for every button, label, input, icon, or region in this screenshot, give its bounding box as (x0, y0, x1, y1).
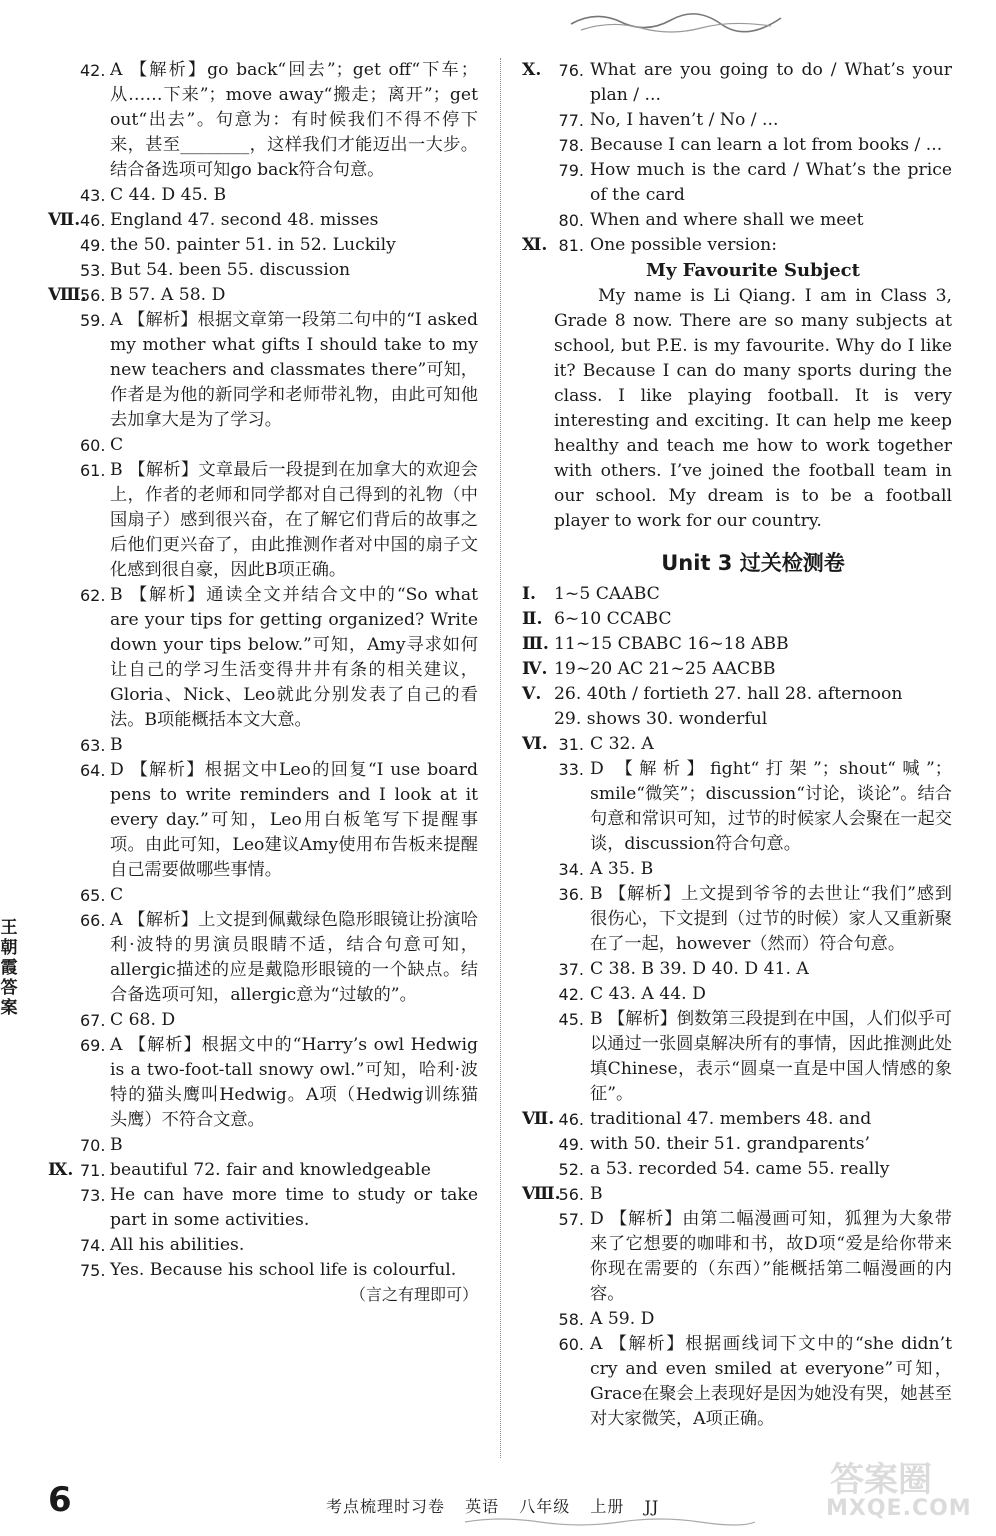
watermark-logo: 答案圈 (830, 1460, 932, 1500)
question-number: 80. (558, 211, 584, 230)
answer-text: C 44. D 45. B (110, 185, 227, 205)
answer-item (522, 957, 952, 982)
answer-item (48, 758, 478, 883)
answer-text: C (110, 435, 124, 455)
answer-item (522, 1007, 952, 1107)
section-numeral: Ⅹ. (522, 60, 542, 80)
answer-text: 29. shows 30. wonderful (554, 709, 768, 729)
section-numeral: Ⅶ. (522, 1109, 555, 1129)
answer-item (522, 208, 952, 233)
answer-item (522, 757, 952, 857)
answer-text: A 【解析】根据文章第一段第二句中的“I asked my mother what gifts I should take to my new teachers and classmates there”可知，作者是为他的新同学和老师带礼物，由此可知他去加拿大是为了学习。 (110, 310, 478, 430)
answer-text: A 【解析】根据画线词下文中的“she didn’t cry and even smiled at everyone”可知，Grace在聚会上表现好是因为她没有哭，她甚至对大家微笑，A项正确。 (590, 1334, 952, 1429)
section-numeral: Ⅳ. (522, 659, 548, 679)
answer-text: D 【解析】根据文中Leo的回复“I use board pens to write reminders and I look at it every day.”可知，Leo用白板笔写下提醒事项。由此可知，Leo建议Amy使用布告板来提醒自己需要做哪些事情。 (110, 760, 478, 880)
answer-text: 1~5 CAABC (554, 584, 660, 604)
question-number: 76. (558, 61, 584, 80)
section-numeral: Ⅶ. (48, 210, 81, 230)
question-number: 70. (80, 1136, 106, 1155)
question-number: 79. (558, 161, 584, 180)
answer-item (522, 108, 952, 133)
question-number: 66. (80, 911, 106, 930)
answer-item (48, 1033, 478, 1133)
answer-item (522, 1157, 952, 1182)
answer-text: But 54. been 55. discussion (110, 260, 351, 280)
answer-item (48, 308, 478, 433)
answer-item (48, 883, 478, 908)
answer-item (522, 1182, 952, 1207)
answer-item (522, 657, 952, 682)
answer-item (48, 1008, 478, 1033)
answer-text: A 【解析】go back“回去”；get off“下车；从……下来”；move away“搬走；离开”；get out“出去”。句意为：有时候我们不得不停下来，甚至________，这样我们才能迈出一大步。结合备选项可知go back符合句意。 (110, 60, 478, 180)
answer-item (48, 233, 478, 258)
answer-text: How much is the card / What’s the price of the card (590, 160, 952, 205)
question-number: 42. (80, 61, 106, 80)
answer-item (522, 857, 952, 882)
section-numeral: Ⅱ. (522, 609, 543, 629)
answer-text: C 43. A 44. D (590, 984, 706, 1004)
answer-text: A 【解析】上文提到佩戴绿色隐形眼镜让扮演哈利·波特的男演员眼睛不适，结合句意可知，allergic描述的应是戴隐形眼镜的一个缺点。结合备选项可知，allergic意为“过敏的”。 (110, 910, 478, 1005)
answer-text: 11~15 CBABC 16~18 ABB (554, 634, 789, 654)
question-number: 31. (558, 735, 584, 754)
answer-item (522, 158, 952, 208)
question-number: 42. (558, 985, 584, 1004)
answer-item (48, 258, 478, 283)
footer-subject: 英语 (465, 1497, 500, 1516)
answer-item (522, 682, 952, 707)
answer-item (522, 707, 952, 732)
section-numeral: Ⅲ. (522, 634, 549, 654)
question-number: 77. (558, 111, 584, 130)
answer-text: No, I haven’t / No / ... (590, 110, 779, 130)
question-number: 33. (558, 760, 584, 779)
question-number: 59. (80, 311, 106, 330)
answer-item (522, 58, 952, 108)
answer-item (522, 1107, 952, 1132)
question-number: 57. (558, 1210, 584, 1229)
answer-text: B 【解析】上文提到爷爷的去世让“我们”感到很伤心，下文提到（过节的时候）家人又重新聚在了一起，however（然而）符合句意。 (590, 884, 952, 954)
question-number: 60. (80, 436, 106, 455)
page-number: 6 (48, 1480, 72, 1520)
bottom-decoration (460, 1514, 760, 1530)
question-number: 61. (80, 461, 106, 480)
answer-text: a 53. recorded 54. came 55. really (590, 1159, 890, 1179)
side-label: 王 朝 霞 答 案 (0, 918, 18, 1018)
question-number: 49. (558, 1135, 584, 1154)
answer-text: traditional 47. members 48. and (590, 1109, 872, 1129)
answer-item (48, 908, 478, 1008)
watermark (820, 1452, 990, 1532)
section-numeral: Ⅵ. (522, 734, 548, 754)
question-number: 49. (80, 236, 106, 255)
section-numeral: Ⅷ. (48, 285, 87, 305)
answer-text: B 【解析】通读全文并结合文中的“So what are your tips for getting organized? Write down your tips below.”可知，Amy寻求如何让自己的学习生活变得井井有条的相关建议，Gloria、Nick、Leo就此分别发表了自己的看法。B项能概括本文大意。 (110, 585, 478, 730)
answer-text: D 【解析】fight“打架”；shout“喊”；smile“微笑”；discussion“讨论，谈论”。结合句意和常识可知，过节的时候家人会聚在一起交谈，discussion符合句意。 (590, 759, 952, 854)
answer-text: A 59. D (590, 1309, 655, 1329)
unit-title: Unit 3 过关检测卷 (661, 551, 845, 575)
footer-edition: JJ (644, 1497, 660, 1516)
question-number: 64. (80, 761, 106, 780)
answer-text: B 【解析】文章最后一段提到在加拿大的欢迎会上，作者的老师和同学都对自己得到的礼物（中国扇子）感到很兴奋，在了解它们背后的故事之后他们更兴奋了，由此推测作者对中国的扇子文化感到很自豪，因此B项正确。 (110, 460, 478, 580)
section-numeral: Ⅸ. (48, 1160, 74, 1180)
question-number: 73. (80, 1186, 106, 1205)
top-decoration (566, 6, 786, 36)
answer-text: B (110, 735, 123, 755)
question-number: 53. (80, 261, 106, 280)
answer-item (522, 233, 952, 258)
question-number: 62. (80, 586, 106, 605)
answer-item (48, 433, 478, 458)
answer-item (48, 458, 478, 583)
question-number: 60. (558, 1335, 584, 1354)
question-number: 75. (80, 1261, 106, 1280)
answer-item (522, 133, 952, 158)
question-number: 56. (558, 1185, 584, 1204)
answer-text: All his abilities. (110, 1235, 245, 1255)
question-number: 65. (80, 886, 106, 905)
question-number: 37. (558, 960, 584, 979)
essay-title: My Favourite Subject (646, 260, 860, 281)
answer-text: 26. 40th / fortieth 27. hall 28. afternoon (554, 684, 903, 704)
answer-text: What are you going to do / What’s your plan / ... (590, 60, 952, 105)
answer-item (48, 1133, 478, 1158)
footer-grade: 八年级 (519, 1497, 571, 1516)
answer-item (48, 183, 478, 208)
question-number: 46. (558, 1110, 584, 1129)
answer-text: One possible version: (590, 235, 778, 255)
answer-text: England 47. second 48. misses (110, 210, 379, 230)
question-number: 52. (558, 1160, 584, 1179)
right-column (522, 58, 952, 1432)
answer-text: C 68. D (110, 1010, 176, 1030)
answer-text: B (110, 1135, 123, 1155)
answer-text: C 32. A (590, 734, 654, 754)
question-number: 74. (80, 1236, 106, 1255)
answer-text: D 【解析】由第二幅漫画可知，狐狸为大象带来了它想要的咖啡和书，故D项“爱是给你带来你现在需要的（东西）”能概括第二幅漫画的内容。 (590, 1209, 952, 1304)
answer-item (522, 1132, 952, 1157)
answer-item (522, 607, 952, 632)
question-number: 81. (558, 236, 584, 255)
answer-text: B 【解析】倒数第三段提到在中国，人们似乎可以通过一张圆桌解决所有的事情，因此推测此处填Chinese，表示“圆桌一直是中国人情感的象征”。 (590, 1009, 952, 1104)
answer-item (522, 1307, 952, 1332)
answer-text: When and where shall we meet (590, 210, 864, 230)
answer-item (522, 732, 952, 757)
question-number: 67. (80, 1011, 106, 1030)
question-number: 63. (80, 736, 106, 755)
section-numeral: Ⅰ. (522, 584, 537, 604)
answer-text: 6~10 CCABC (554, 609, 672, 629)
footer-book: 考点梳理时习卷 (326, 1497, 446, 1516)
answer-item (48, 733, 478, 758)
section-numeral: Ⅷ. (522, 1184, 561, 1204)
answer-text: with 50. their 51. grandparents’ (590, 1134, 871, 1154)
question-number: 34. (558, 860, 584, 879)
question-number: 78. (558, 136, 584, 155)
answer-item (522, 1207, 952, 1307)
answer-item (48, 1258, 478, 1283)
answer-item (48, 58, 478, 183)
essay-body: My name is Li Qiang. I am in Class 3, Grade 8 now. There are so many subjects at school, but P.E. is my favourite. Why do I like it? Because I can do many sports during the class. I like playing football. It is very interesting and exciting. It can help me keep healthy and teach me how to work together with others. I’ve joined the football team in our school. My dream is to be a football player to work for our country. (554, 286, 952, 531)
answer-item (48, 208, 478, 233)
question-number: 43. (80, 186, 106, 205)
answer-item (522, 982, 952, 1007)
question-number: 45. (558, 1010, 584, 1029)
left-column (48, 58, 478, 1307)
answer-text: He can have more time to study or take part in some activities. (110, 1185, 478, 1230)
question-number: 56. (80, 286, 106, 305)
answer-note: （言之有理即可） (349, 1285, 478, 1304)
answer-text: 19~20 AC 21~25 AACBB (554, 659, 776, 679)
question-number: 71. (80, 1161, 106, 1180)
answer-text: A 35. B (590, 859, 654, 879)
answer-item (48, 1183, 478, 1233)
answer-text: B (590, 1184, 603, 1204)
answer-item (48, 583, 478, 733)
answer-item (522, 882, 952, 957)
question-number: 69. (80, 1036, 106, 1055)
answer-item (48, 1158, 478, 1183)
answer-text: B 57. A 58. D (110, 285, 226, 305)
answer-text: the 50. painter 51. in 52. Luckily (110, 235, 396, 255)
answer-text: A 【解析】根据文中的“Harry’s owl Hedwig is a two-foot-tall snowy owl.”可知，哈利·波特的猫头鹰叫Hedwig。A项（Hedwig训练猫头鹰）不符合文意。 (110, 1035, 478, 1130)
answer-item (522, 1332, 952, 1432)
answer-text: C (110, 885, 124, 905)
watermark-site: MXQE.COM (826, 1496, 972, 1521)
answer-item (522, 632, 952, 657)
answer-item (48, 1233, 478, 1258)
footer-volume: 上册 (590, 1497, 625, 1516)
answer-text: Yes. Because his school life is colourful. (110, 1260, 457, 1280)
question-number: 58. (558, 1310, 584, 1329)
answer-item (522, 582, 952, 607)
answer-item (48, 283, 478, 308)
question-number: 36. (558, 885, 584, 904)
section-numeral: Ⅴ. (522, 684, 542, 704)
section-numeral: Ⅺ. (522, 235, 548, 255)
question-number: 46. (80, 211, 106, 230)
answer-text: C 38. B 39. D 40. D 41. A (590, 959, 809, 979)
answer-text: beautiful 72. fair and knowledgeable (110, 1160, 431, 1180)
answer-text: Because I can learn a lot from books / ... (590, 135, 943, 155)
column-divider (500, 58, 501, 1458)
